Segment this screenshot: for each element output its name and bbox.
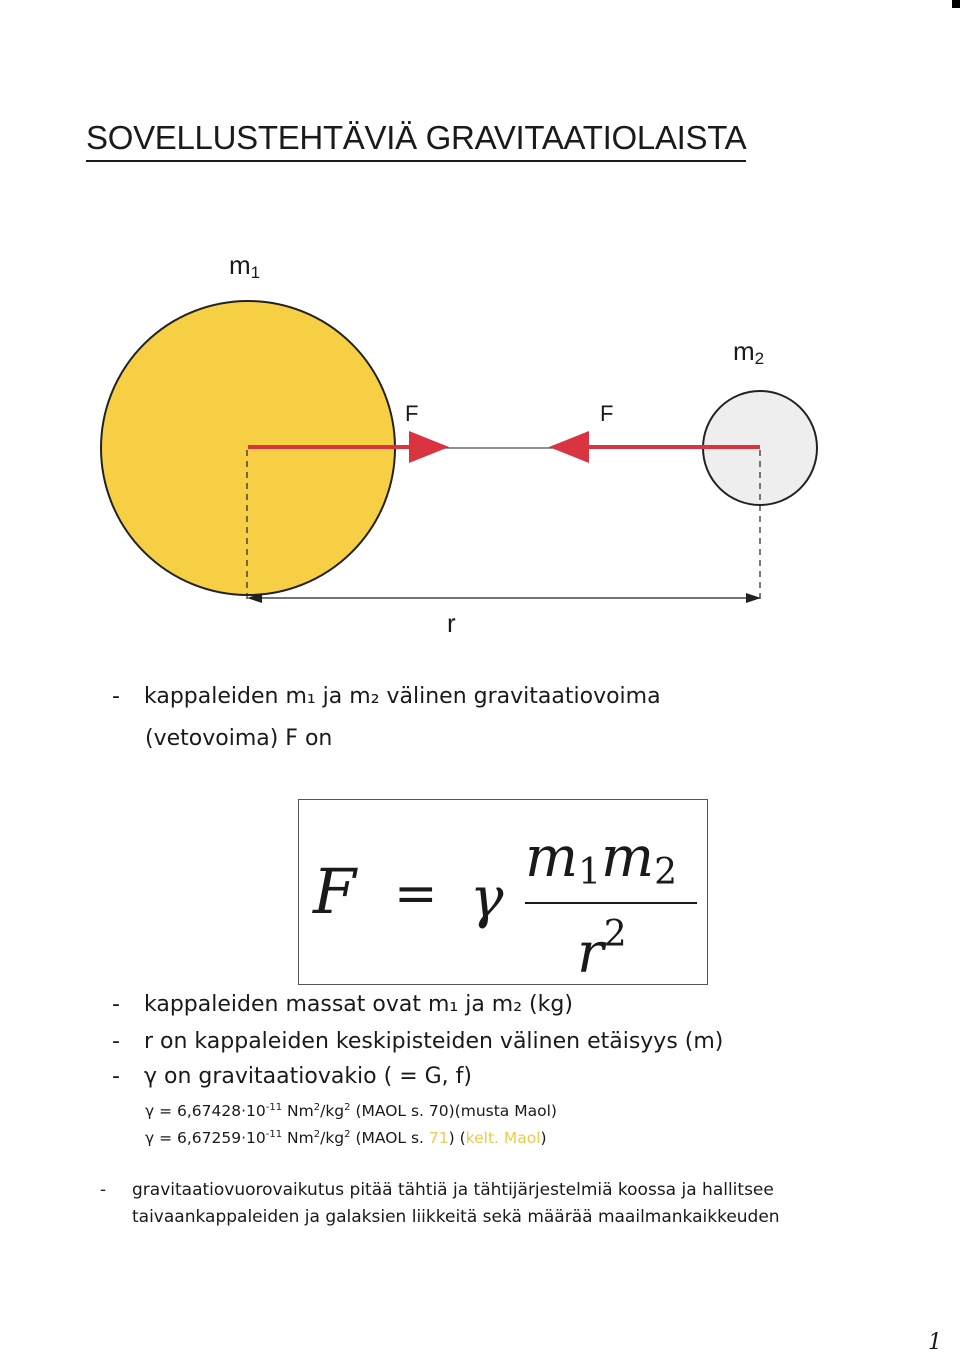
force-label-left: F: [405, 401, 419, 426]
formula-box: [298, 799, 708, 985]
intro-text-1: kappaleiden m₁ ja m₂ välinen gravitaatiovoima: [144, 684, 661, 709]
page-number: 1: [928, 1330, 942, 1355]
page-title: SOVELLUSTEHTÄVIÄ GRAVITAATIOLAISTA: [86, 118, 746, 162]
force-label-right: F: [600, 401, 614, 426]
bullet-distance: - r on kappaleiden keskipisteiden välinen etäisyys (m): [112, 1029, 724, 1054]
formula-gamma: γ: [470, 866, 504, 931]
maol-page-highlight: 71: [428, 1129, 449, 1147]
bullet-masses: - kappaleiden massat ovat m₁ ja m₂ (kg): [112, 992, 573, 1017]
gravitation-diagram: [0, 0, 960, 680]
closing-line-1: - gravitaatiovuorovaikutus pitää tähtiä ja tähtijärjestelmiä koossa ja hallitsee: [100, 1180, 774, 1200]
maol-tag-highlight: kelt. Maol: [465, 1129, 541, 1147]
distance-label: r: [447, 608, 456, 638]
closing-line-2: taivaankappaleiden ja galaksien liikkeitä sekä määrää maailmankaikkeuden: [132, 1207, 780, 1227]
m1-label: m1: [229, 250, 261, 282]
bullet-constant: - γ on gravitaatiovakio ( = G, f): [112, 1064, 472, 1089]
m2-label: m2: [733, 336, 765, 368]
bullet-dash: -: [112, 684, 120, 709]
formula: [299, 800, 707, 984]
intro-line-2: (vetovoima) F on: [145, 726, 333, 751]
formula-denominator: $r^2$: [577, 914, 627, 984]
formula-equals: =: [394, 864, 438, 924]
distance-arrowhead-right: [746, 593, 761, 603]
formula-lhs: F: [313, 855, 357, 928]
constant-value-1: $\gamma = 6,67428\cdot 10^{-11}$ $Nm^2/kg^2$ (MAOL s. 70)(musta Maol): [145, 1102, 557, 1120]
constant-value-2: $\gamma = 6,67259\cdot 10^{-11}$ $Nm^2/kg^2$ (MAOL s. 71) (kelt. Maol): [145, 1129, 547, 1147]
formula-numerator: m1m2: [525, 825, 678, 893]
intro-line-1: [112, 680, 661, 713]
